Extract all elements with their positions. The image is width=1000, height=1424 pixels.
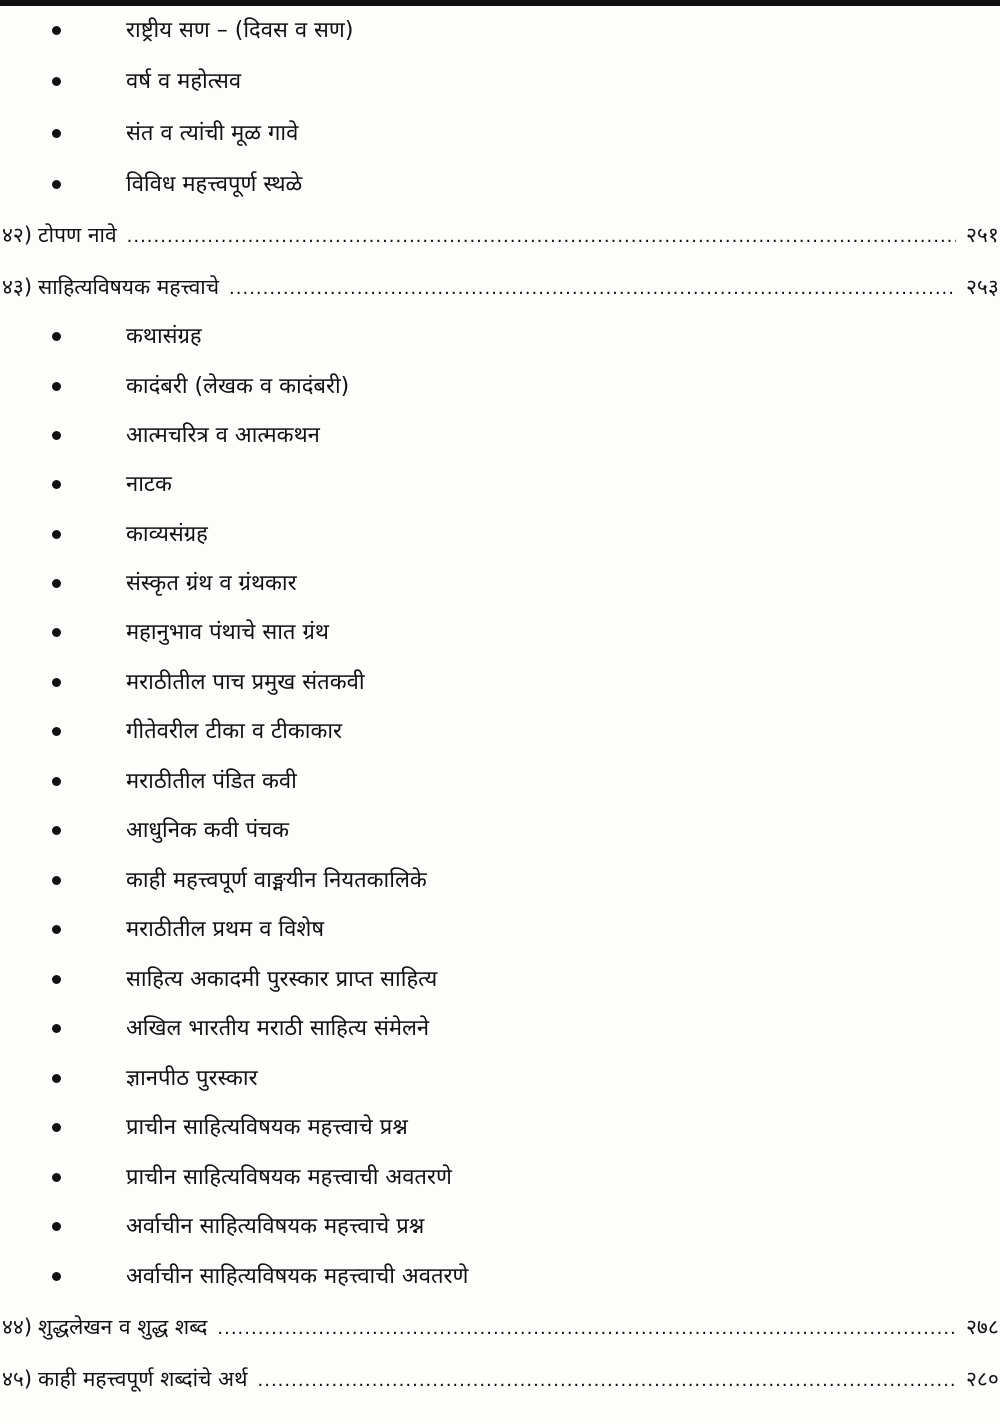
toc-entry-page: २५३: [966, 275, 999, 299]
list-item-text: गीतेवरील टीका व टीकाकार: [126, 719, 343, 744]
list-item-text: महानुभाव पंथाचे सात ग्रंथ: [126, 620, 329, 645]
dot-leader: [258, 1366, 957, 1396]
list-item-text: कथासंग्रह: [126, 324, 202, 349]
list-item-text: संस्कृत ग्रंथ व ग्रंथकार: [126, 571, 297, 596]
list-item: [0, 911, 1000, 951]
list-item: [0, 961, 1000, 1001]
list-item: [0, 166, 1000, 206]
bullet-icon: [52, 431, 61, 440]
bullet-icon: [52, 332, 61, 341]
list-item: [0, 466, 1000, 506]
dot-leader: [127, 222, 956, 252]
list-item: [0, 1208, 1000, 1248]
bullet-icon: [52, 480, 61, 489]
toc-entry-title: शुद्धलेखन व शुद्ध शब्द: [38, 1315, 208, 1339]
list-item: [0, 664, 1000, 704]
list-item-text: मराठीतील प्रथम व विशेष: [126, 917, 325, 942]
list-item-text: मराठीतील पाच प्रमुख संतकवी: [126, 670, 365, 695]
list-item: [0, 516, 1000, 556]
bullet-icon: [52, 26, 61, 35]
list-item-text: विविध महत्त्वपूर्ण स्थळे: [126, 172, 303, 197]
list-item: [0, 862, 1000, 902]
bullet-icon: [52, 1024, 61, 1033]
bullet-icon: [52, 180, 61, 189]
toc-entry: [0, 1312, 1000, 1346]
bullet-icon: [52, 1074, 61, 1083]
bullet-icon: [52, 826, 61, 835]
list-item: [0, 1060, 1000, 1100]
toc-entry-page: २७८: [966, 1315, 999, 1339]
list-item: [0, 368, 1000, 408]
bullet-icon: [52, 1123, 61, 1132]
list-item-text: कादंबरी (लेखक व कादंबरी): [126, 374, 350, 399]
list-item-text: काही महत्त्वपूर्ण वाङ्मयीन नियतकालिके: [126, 868, 427, 893]
toc-entry: [0, 272, 1000, 306]
top-border: [0, 0, 1000, 6]
toc-entry-number: ४४): [2, 1315, 33, 1339]
list-item-text: आत्मचरित्र व आत्मकथन: [126, 423, 320, 448]
list-item-text: प्राचीन साहित्यविषयक महत्त्वाची अवतरणे: [126, 1165, 452, 1190]
bullet-icon: [52, 382, 61, 391]
list-item-text: अर्वाचीन साहित्यविषयक महत्त्वाचे प्रश्न: [126, 1214, 425, 1239]
list-item: [0, 1010, 1000, 1050]
bullet-icon: [52, 876, 61, 885]
bullet-icon: [52, 678, 61, 687]
toc-entry: [0, 220, 1000, 254]
list-item: [0, 1159, 1000, 1199]
list-item: [0, 763, 1000, 803]
bullet-icon: [52, 925, 61, 934]
list-item-text: वर्ष व महोत्सव: [126, 69, 242, 94]
bullet-icon: [52, 777, 61, 786]
dot-leader: [217, 1314, 956, 1344]
list-item-text: अखिल भारतीय मराठी साहित्य संमेलने: [126, 1016, 430, 1041]
toc-entry: [0, 1364, 1000, 1398]
list-item: [0, 63, 1000, 103]
toc-entry-number: ४३): [2, 275, 33, 299]
list-item-text: काव्यसंग्रह: [126, 522, 208, 547]
list-item-text: प्राचीन साहित्यविषयक महत्त्वाचे प्रश्न: [126, 1115, 408, 1140]
list-item: [0, 1109, 1000, 1149]
bullet-icon: [52, 1173, 61, 1182]
list-item: [0, 1258, 1000, 1298]
bullet-icon: [52, 129, 61, 138]
dot-leader: [229, 274, 956, 304]
list-item: [0, 417, 1000, 457]
bullet-icon: [52, 579, 61, 588]
list-item: [0, 614, 1000, 654]
bullet-icon: [52, 628, 61, 637]
toc-entry-title: टोपण नावे: [38, 223, 117, 247]
bullet-icon: [52, 1222, 61, 1231]
bullet-icon: [52, 1272, 61, 1281]
bullet-icon: [52, 975, 61, 984]
list-item-text: ज्ञानपीठ पुरस्कार: [126, 1066, 258, 1091]
list-item-text: मराठीतील पंडित कवी: [126, 769, 297, 794]
list-item-text: राष्ट्रीय सण – (दिवस व सण): [126, 18, 354, 43]
list-item: [0, 115, 1000, 155]
bullet-icon: [52, 727, 61, 736]
list-item-text: आधुनिक कवी पंचक: [126, 818, 289, 843]
list-item: [0, 318, 1000, 358]
toc-entry-number: ४५): [2, 1367, 33, 1391]
bullet-icon: [52, 77, 61, 86]
list-item: [0, 713, 1000, 753]
toc-entry-title: साहित्यविषयक महत्त्वाचे: [38, 275, 220, 299]
list-item-text: संत व त्यांची मूळ गावे: [126, 121, 299, 146]
bullet-icon: [52, 530, 61, 539]
toc-entry-page: २८०: [966, 1367, 999, 1391]
toc-entry-number: ४२): [2, 223, 33, 247]
list-item-text: साहित्य अकादमी पुरस्कार प्राप्त साहित्य: [126, 967, 438, 992]
list-item-text: नाटक: [126, 472, 172, 497]
toc-entry-page: २५१: [966, 223, 999, 247]
toc-entry-title: काही महत्त्वपूर्ण शब्दांचे अर्थ: [38, 1367, 248, 1391]
list-item: [0, 565, 1000, 605]
list-item: [0, 812, 1000, 852]
list-item: [0, 12, 1000, 52]
list-item-text: अर्वाचीन साहित्यविषयक महत्त्वाची अवतरणे: [126, 1264, 469, 1289]
